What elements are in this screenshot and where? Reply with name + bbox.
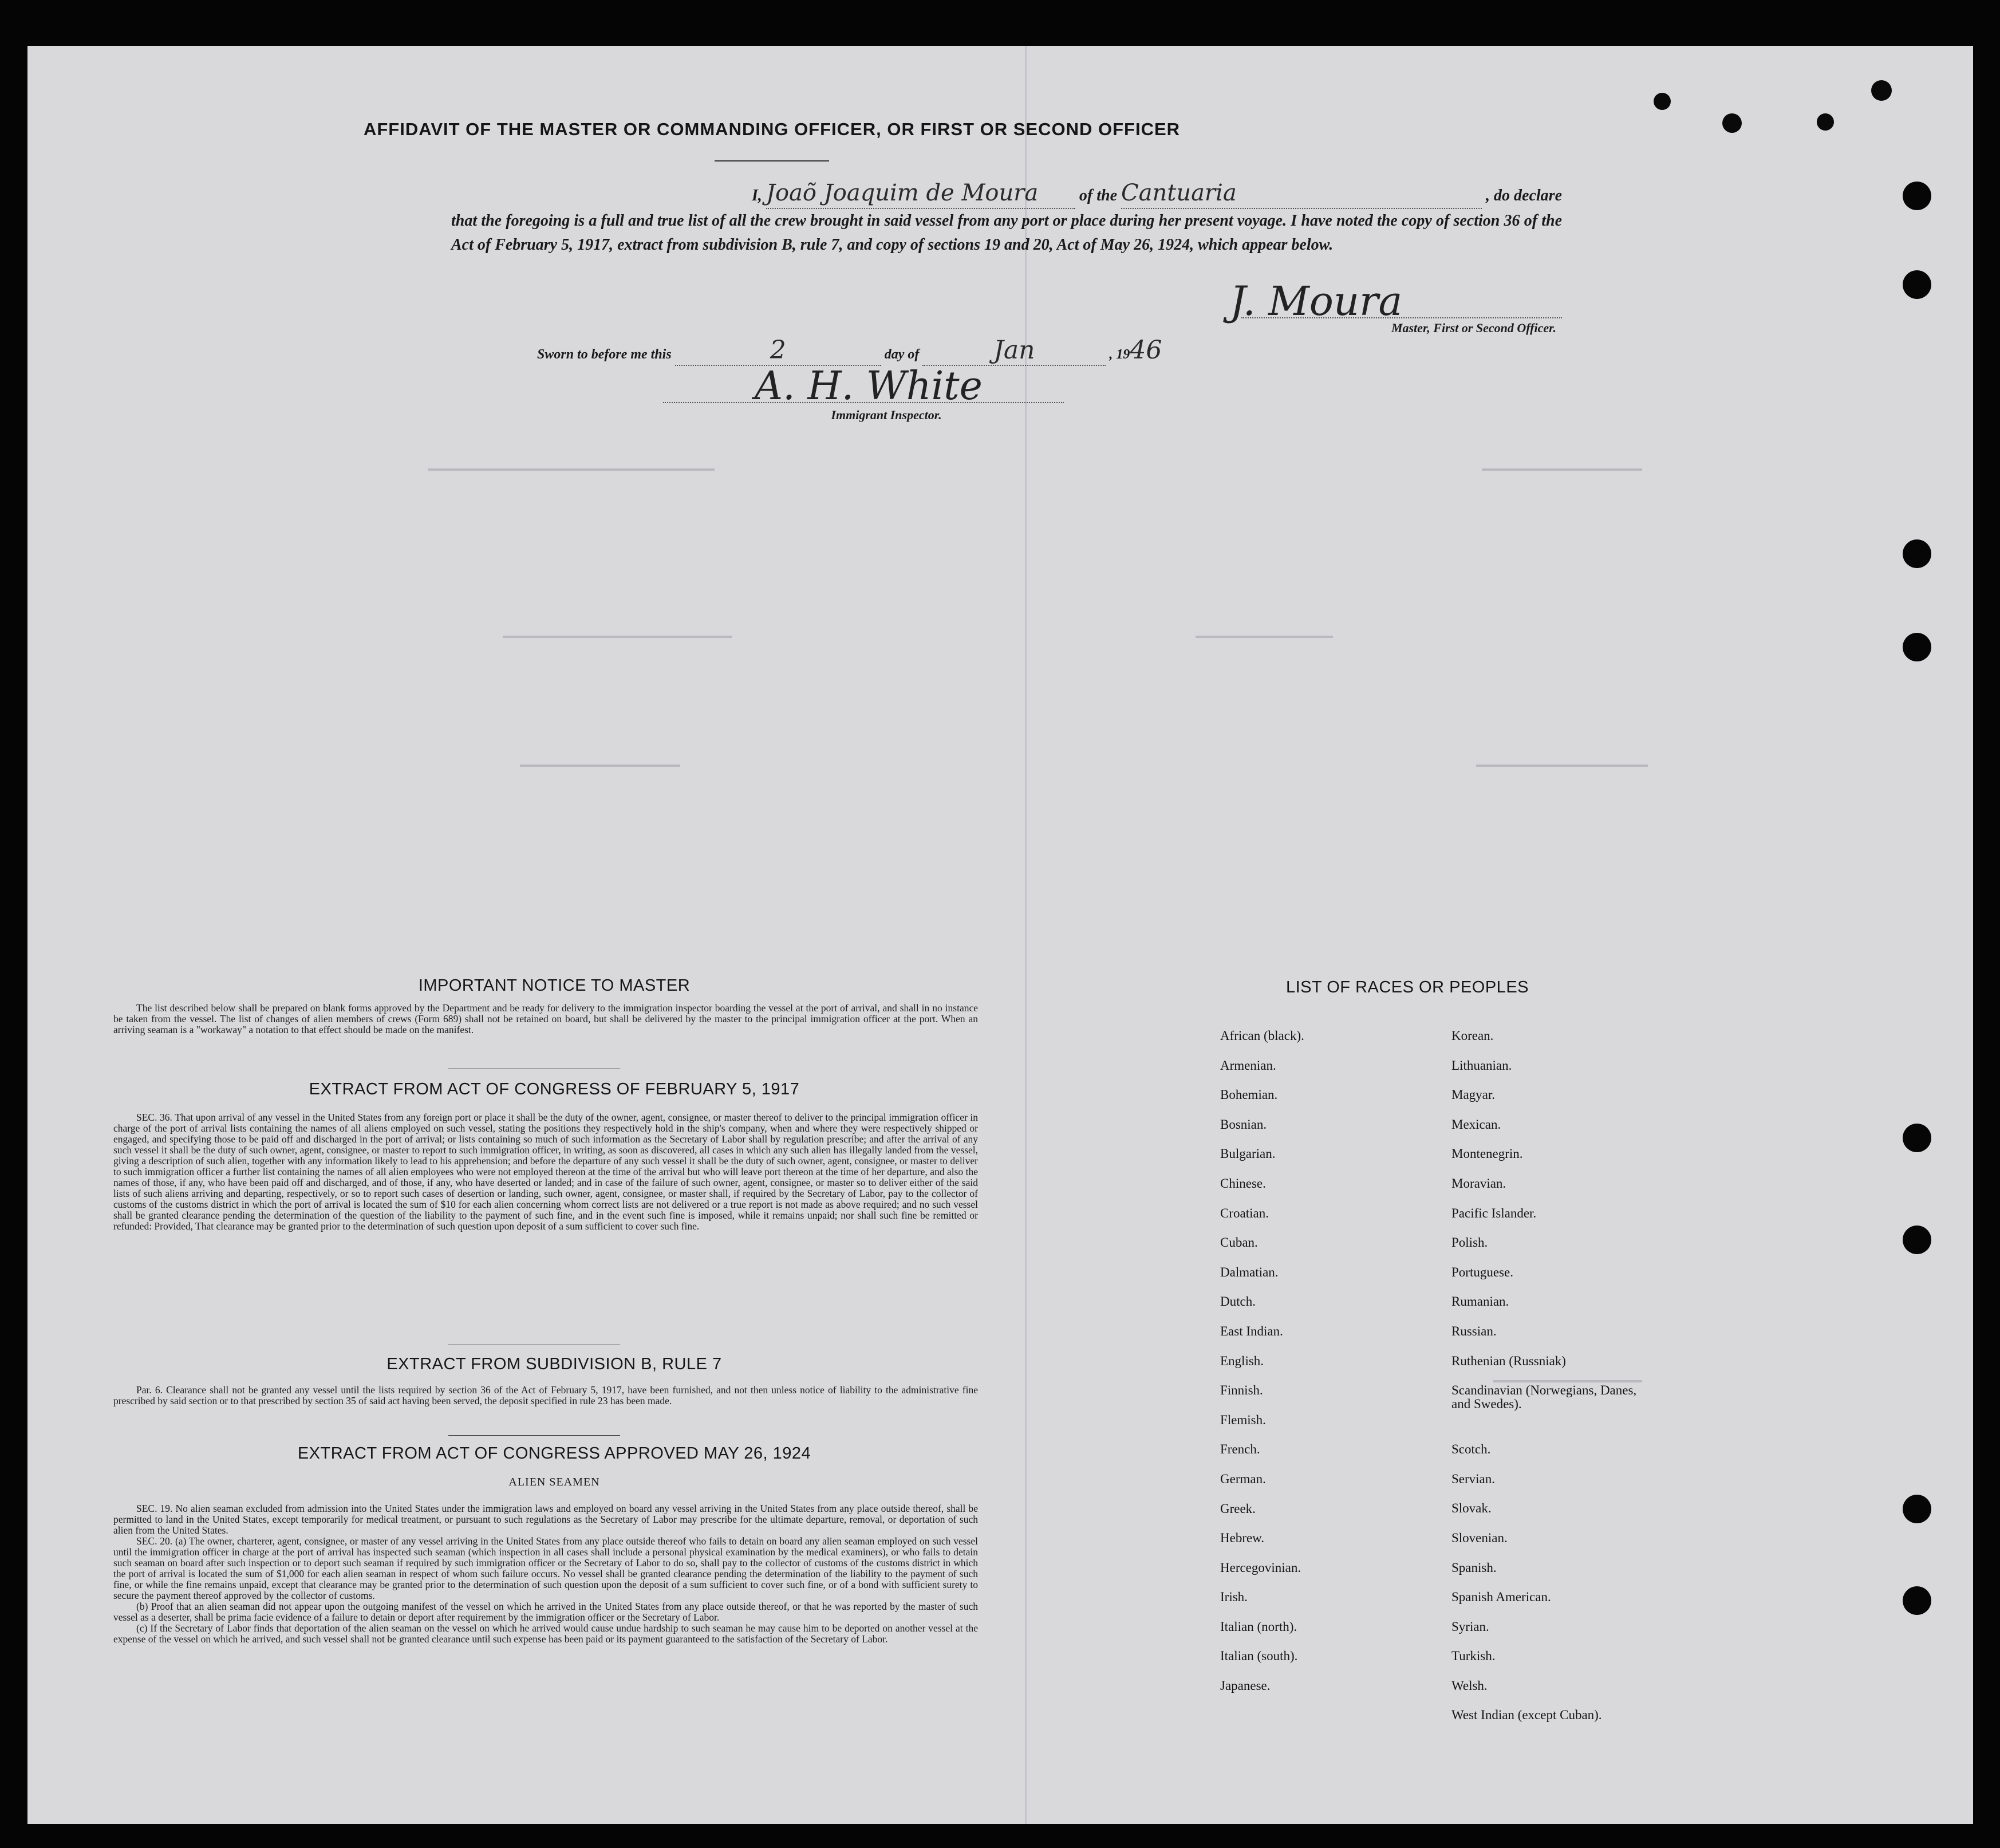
binder-hole [1903,1495,1931,1523]
race-item: Dutch. [1220,1294,1256,1309]
section-rule [448,1435,620,1436]
sworn-day: 2 [770,336,786,365]
inspector-signature-line [663,402,1064,403]
race-item: Ruthenian (Russniak) [1451,1353,1566,1368]
extract-1917-heading: EXTRACT FROM ACT OF CONGRESS OF FEBRUARY 5, 1917 [309,1080,800,1098]
binder-hole [1903,633,1931,661]
extract-1924-body [113,1503,978,1645]
binder-hole [1903,182,1931,210]
affidavit-first-line [451,181,1562,209]
do-declare-label: , do declare [1486,187,1562,204]
binder-hole [1903,1226,1931,1254]
race-item: Cuban. [1220,1235,1258,1250]
race-item: French. [1220,1442,1260,1457]
sworn-month: Jan [993,336,1035,365]
alien-seamen-subheading: ALIEN SEAMEN [508,1476,600,1488]
inspector-signature: A. H. White [755,364,983,409]
race-item: Servian. [1451,1471,1496,1486]
sec-20a-text: SEC. 20. (a) The owner, charterer, agent, consignee, or master of any vessel arriving in the United States from any place outside thereof who fails to detain on board any alien seaman employed on such vessel until the immigration officer in charge at the port of arrival has inspected such seaman (which inspection in all cases shall include a personal physical examination by the medical examiners), or who fails to detain such seaman on board after such inspection or to deport such seaman if required by such immigration officer or the Secretary of Labor to do so, shall pay to the collector of customs of the customs district in which the port of arrival is located the sum of $1,000 for each alien seaman in respect of whom such failure occurs. No vessel shall be granted clearance pending the determination of the liability to the payment of such fine, or while the fine remains unpaid, except that clearance may be granted prior to the determination of such question upon the deposit of a sum sufficient to cover such fine, or of a bond with sufficient surety to secure the payment thereof approved by the collector of customs. [113,1535,978,1601]
sworn-year: 46 [1130,336,1162,365]
sec-19-text: SEC. 19. No alien seaman excluded from admission into the United States under the immigration laws and employed on board any vessel arriving in the United States from any place outside thereof, shall be permitted to land in the United States, except temporarily for medical treatment, or pursuant to such regulations as the Secretary of Labor may prescribe for the ultimate departure, removal, or deportation of such alien from the United States. [113,1503,978,1536]
race-item: Finnish. [1220,1383,1263,1398]
vessel-name: Cantuaria [1121,180,1237,206]
race-item: German. [1220,1471,1266,1486]
race-item: Bosnian. [1220,1117,1267,1132]
race-item: Flemish. [1220,1412,1266,1427]
race-item: Slovak. [1451,1501,1492,1516]
race-item: Moravian. [1451,1176,1506,1191]
race-item: Welsh. [1451,1678,1488,1693]
ink-speck [1654,93,1671,110]
race-item: African (black). [1220,1029,1304,1043]
binder-hole [1903,1586,1931,1615]
race-item: Rumanian. [1451,1294,1509,1309]
subdivision-heading: EXTRACT FROM SUBDIVISION B, RULE 7 [386,1355,722,1373]
race-item: Spanish American. [1451,1590,1551,1605]
race-item: Hebrew. [1220,1531,1265,1546]
ink-speck [1817,113,1834,131]
bleed-through-mark [520,765,680,767]
bleed-through-mark [1196,636,1333,638]
notice-text: The list described below shall be prepared on blank forms approved by the Department and be ready for delivery to the immigration inspector boarding the vessel at the port of arrival, and shall in no instance be taken from the vessel. The list of changes of alien members of crews (Form 689) shall not be retained on board, but shall be delivered by the master to the principal immigration officer at the port. When an arriving seaman is a "workaway" a notation to that effect should be made on the manifest. [113,1002,978,1035]
race-item: Dalmatian. [1220,1264,1279,1279]
race-item: Syrian. [1451,1619,1489,1634]
race-item: Bulgarian. [1220,1146,1276,1161]
bleed-through-mark [428,468,715,471]
races-heading: LIST OF RACES OR PEOPLES [1285,978,1529,996]
subdivision-text: Par. 6. Clearance shall not be granted any vessel until the lists required by section 36 of the Act of February 5, 1917, have been furnished, and not then unless notice of liability to the administrative fine prescribed by said section or to that prescribed by section 35 of said act having been served, the deposit specified in rule 23 has been made. [113,1384,978,1406]
race-item: Scotch. [1451,1442,1491,1457]
race-item: East Indian. [1220,1323,1283,1338]
sec-20b-text: (b) Proof that an alien seaman did not appear upon the outgoing manifest of the vessel on which he arrived in the United States from any place outside thereof, or that he was reported by the master of such vessel as a deserter, shall be prima facie evidence of a failure to detain or deport after requirement by the immigration officer or the Secretary of Labor. [113,1601,978,1623]
affidavit-statement [451,181,1562,257]
title-rule [715,160,829,161]
race-item: Russian. [1451,1323,1497,1338]
binder-hole [1903,539,1931,568]
races-column-1 [1220,1029,1438,1709]
of-the-label: of the [1079,187,1118,204]
race-item: Korean. [1451,1029,1494,1043]
race-item: Irish. [1220,1590,1248,1605]
race-item: Pacific Islander. [1451,1205,1537,1220]
inspector-label: Immigrant Inspector. [831,408,942,422]
extract-1924-heading: EXTRACT FROM ACT OF CONGRESS APPROVED MAY 26, 1924 [297,1444,811,1463]
declarant-name: Joaõ Joaquim de Moura [766,180,1039,206]
race-item: Japanese. [1220,1678,1271,1693]
binder-hole [1903,270,1931,299]
binder-hole [1903,1124,1931,1152]
race-item: Magyar. [1451,1087,1496,1102]
manifest-page [27,46,1973,1824]
race-item: Chinese. [1220,1176,1266,1191]
race-item: English. [1220,1353,1264,1368]
affidavit-title: AFFIDAVIT OF THE MASTER OR COMMANDING OFFICER, OR FIRST OR SECOND OFFICER [363,119,1181,139]
bleed-through-mark [1476,765,1648,767]
bleed-through-mark [1482,468,1642,471]
race-item: Croatian. [1220,1205,1269,1220]
race-item: Portuguese. [1451,1264,1513,1279]
master-label: Master, First or Second Officer. [1391,321,1556,335]
ink-speck [1871,80,1892,101]
race-item: Italian (south). [1220,1649,1298,1664]
master-signature: J. Moura [1230,278,1403,325]
race-item: Armenian. [1220,1058,1276,1073]
notice-heading: IMPORTANT NOTICE TO MASTER [418,976,691,995]
page-fold [1025,46,1027,1824]
extract-1917-text: SEC. 36. That upon arrival of any vessel in the United States from any foreign port or place it shall be the duty of the owner, agent, consignee, or master thereof to deliver to the principal immigration officer in charge of the port of arrival lists containing the names of all aliens employed on such vessel, stating the positions they respectively hold in the ship's company, when and where they were respectively shipped or engaged, and specifying those to be paid off and discharged in the port of arrival; or lists containing so much of such information as the Secretary of Labor shall by regulation prescribe; and after the arrival of any such vessel it shall be the duty of such owner, agent, consignee, or master to report to such immigration officer, in writing, as soon as discovered, all cases in which any such alien has illegally landed from the vessel, giving a description of such alien, together with any information likely to lead to his apprehension; and before the departure of any such vessel it shall be the duty of such owner, agent, consignee, or master to deliver to such immigration officer a further list containing the names of all alien employees who were not employed thereon at the time of the arrival but who will leave port thereon at the time of her departure, and also the names of those, if any, who have been paid off and discharged, and of those, if any, who have deserted or landed; and in case of the failure of such owner, agent, consignee, or master so to deliver either of the said lists of such aliens arriving and departing, respectively, or so to report such cases of desertion or landing, such owner, agent, consignee, or master shall, if required by the Secretary of Labor, pay to the collector of customs of the customs district in which the port of arrival is located the sum of $10 for each alien concerning whom correct lists are not delivered or a true report is not made as above required; and no such vessel shall be granted clearance pending the determination of the question of the liability to the payment of such fine, and in the event such fine is imposed, while it remains unpaid; nor shall such fine be remitted or refunded: Provided, That clearance may be granted prior to the determination of such question upon deposit of a sum sufficient to cover such fine. [113,1112,978,1232]
race-item: Montenegrin. [1451,1146,1523,1161]
race-item: Greek. [1220,1501,1256,1516]
ink-speck [1722,113,1742,133]
race-item: Slovenian. [1451,1530,1508,1545]
affidavit-body: that the foregoing is a full and true list of all the crew brought in said vessel from any port or place during her present voyage. I have noted the copy of section 36 of the Act of February 5, 1917, extract from subdivision B, rule 7, and copy of sections 19 and 20, Act of May 26, 1924, which appear below. [451,212,1562,254]
sec-20c-text: (c) If the Secretary of Labor finds that deportation of the alien seaman on the vessel on which he arrived would cause undue hardship to such seaman he may cause him to be deported on another vessel at the expense of the vessel on which he arrived, and such vessel shall not be granted clearance until such expense has been paid or its payment guaranteed to the satisfaction of the Secretary of Labor. [113,1622,978,1645]
i-label: I, [752,187,762,204]
day-of-label: day of [884,347,920,362]
sworn-line: Sworn to before me this 2 day of Jan , 1946 [537,336,1162,365]
race-item: Italian (north). [1220,1619,1297,1634]
year-prefix: 19 [1116,347,1130,362]
race-item: Hercegovinian. [1220,1560,1301,1575]
master-signature-line [1241,317,1562,318]
race-item: Mexican. [1451,1117,1501,1132]
race-item: West Indian (except Cuban). [1451,1708,1602,1723]
race-item: Bohemian. [1220,1087,1278,1102]
race-item: Scandinavian (Norwegians, Danes, and Swedes). [1451,1383,1637,1412]
race-item: Turkish. [1451,1649,1496,1664]
race-item: Lithuanian. [1451,1058,1512,1073]
race-item: Spanish. [1451,1560,1497,1575]
bleed-through-mark [503,636,732,638]
sworn-label: Sworn to before me this [537,347,672,362]
races-column-2 [1451,1029,1738,1738]
race-item: Polish. [1451,1235,1488,1250]
